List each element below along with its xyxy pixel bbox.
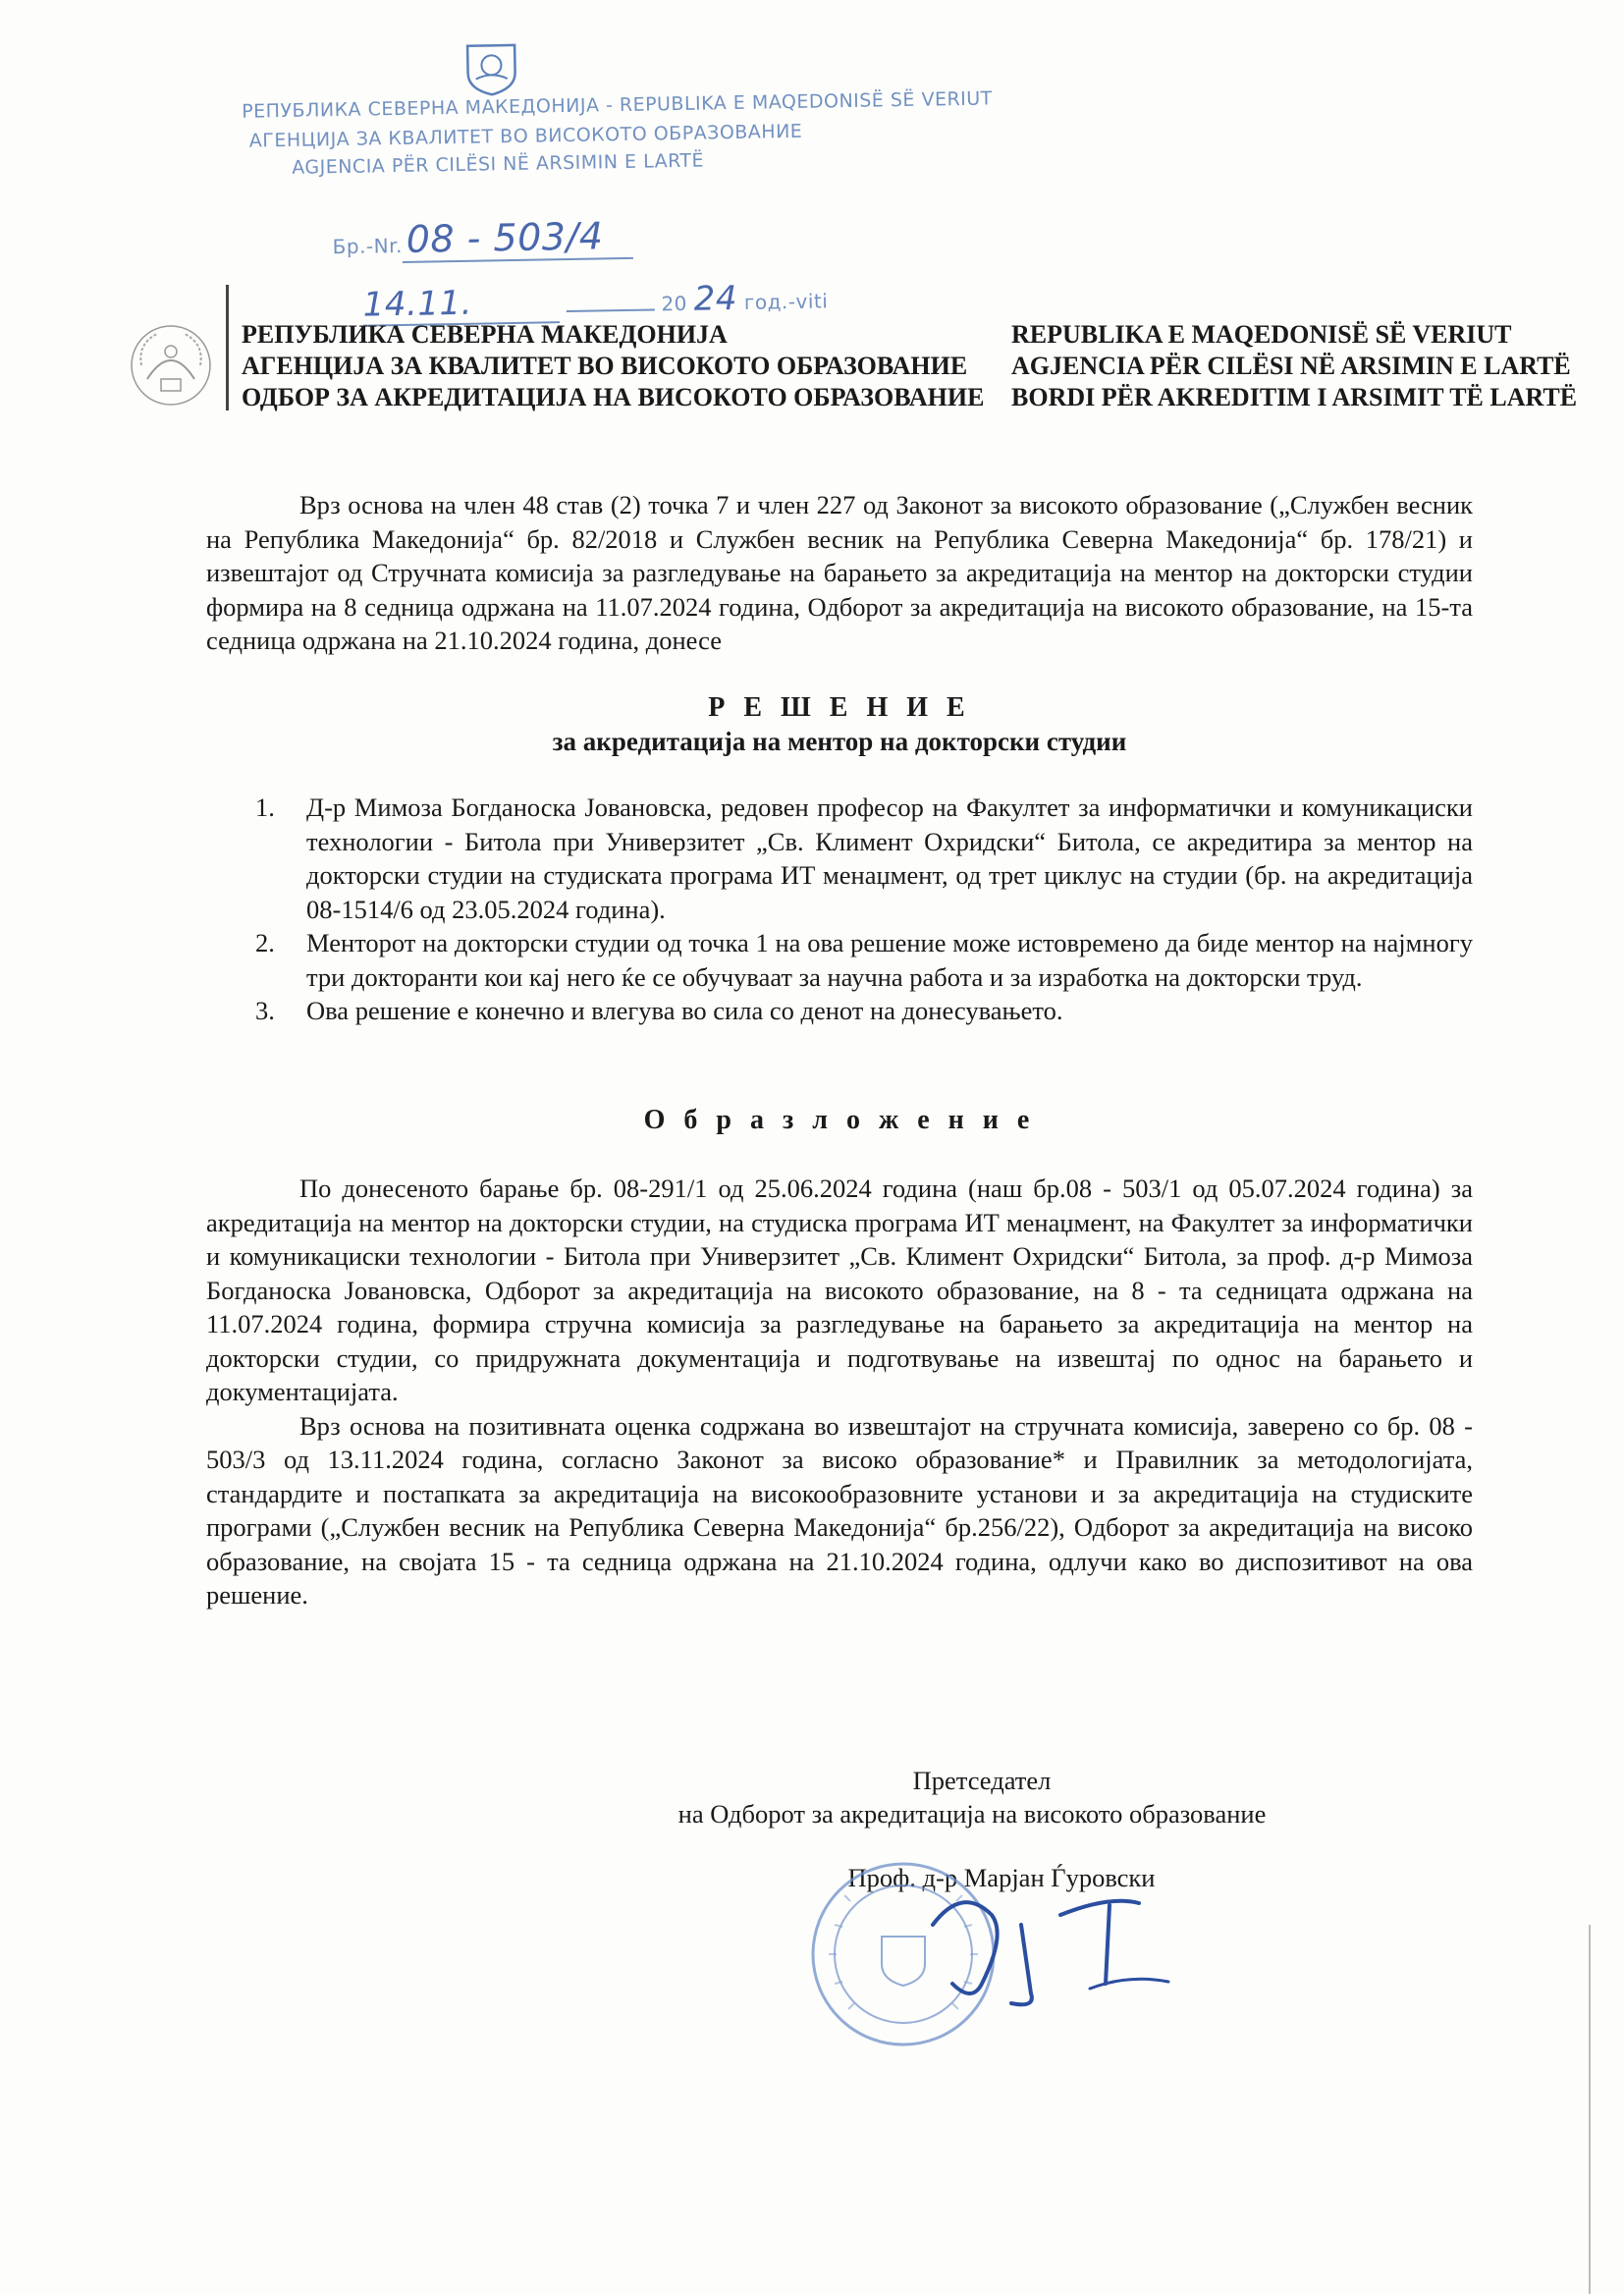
header-divider (226, 285, 229, 410)
signature-title: Претседател (912, 1766, 1052, 1795)
explanation-title: О б р а з л о ж е н и е (643, 1105, 1036, 1135)
state-emblem-icon (128, 322, 214, 409)
decision-title: Р Е Ш Е Н И Е (708, 692, 971, 723)
explanation-body (206, 1172, 1473, 1612)
stamp-date-value: 14.11. (362, 283, 473, 325)
intro-paragraph: Врз основа на член 48 став (2) точка 7 и член 227 од Законот за високото образование („Службен весник на Република Македонија“ бр. 82/2018 и Службен весник на Република Северна Македонија“ бр. 178/21) и извештајот од Стручната комисија за разгледување на барањето за акредитација на ментор на докторски студии формира на 8 седница одржана на 11.07.2024 година, Одборот за акредитација на високото образование, на 15-та седница одржана на 21.10.2024 година, донесе (206, 490, 1473, 655)
stamp-line-3: AGJENCIA PËR CILËSI NË ARSIMIN E LARTË (292, 149, 705, 179)
header-left (242, 319, 984, 413)
stamp-line-2: АГЕНЦИЈА ЗА КВАЛИТЕТ ВО ВИСОКОТО ОБРАЗОВАНИЕ (248, 120, 803, 152)
item-text: Д-р Мимоза Богданоска Јовановска, редовен професор на Факултет за информатички и комуникациски технологии - Битола при Универзитет „Св. Климент Охридски“ Битола, се акредитира за ментор на докторски студии на студиската програма ИТ менаџмент, од трет циклус на студии (бр. на акредитација 08-1514/6 од 23.05.2024 година). (306, 792, 1473, 924)
stamp-year-prefix: 20 (661, 291, 688, 316)
signature-name: Проф. д-р Марјан Ѓуровски (847, 1863, 1156, 1892)
list-item (255, 791, 1473, 926)
explanation-paragraph-2: Врз основа на позитивната оценка содржана во извештајот на стручната комисија, заверено со бр. 08 - 503/3 од 13.11.2024 година, согласно Законот за високо образование* и Правилник за методологијата, стандардите и постапката за акредитација на високообразовните установи и за акредитација на студиските програми („Службен весник на Република Северна Македонија“ бр.256/22), Одборот за акредитација на високо образование, на својата 15 - та седница одржана на 21.10.2024 година, одлучи како во диспозитивот на ова решение. (206, 1410, 1473, 1610)
registration-stamp (236, 34, 993, 325)
explanation-paragraph-1: По донесеното барање бр. 08-291/1 од 25.06.2024 година (наш бр.08 - 503/1 од 05.07.2024 година) за акредитација на ментор на докторски студии, на студиска програма ИТ менаџмент, на Факултет за информатички и комуникациски технологии - Битола при Универзитет „Св. Климент Охридски“ Битола, за проф. д-р Мимоза Богданоска Јовановска, Одборот за акредитација на високото образование, на 8 - та седницата одржана на 11.07.2024 година, формира стручна комисија за разгледување на барањето за акредитација на ментор на докторски студии, со придружната документација и подготвување на извештај по однос на барањето и документацијата. (206, 1174, 1473, 1406)
stamp-line-1: РЕПУБЛИКА СЕВЕРНА МАКЕДОНИЈА - REPUBLIKA E MAQEDONISË SË VERIUT (242, 87, 993, 123)
item-text: Ова решение е конечно и влегува во сила со денот на донесувањето. (306, 996, 1063, 1025)
header-right (1011, 319, 1577, 413)
stamp-number-value: 08 - 503/4 (402, 214, 633, 263)
list-item (255, 994, 1473, 1028)
header-right-line-1: REPUBLIKA E MAQEDONISË SË VERIUT (1011, 320, 1512, 349)
item-number: 3. (255, 996, 275, 1025)
coat-of-arms-icon (461, 39, 521, 97)
signature-body: на Одборот за акредитација на високото образование (677, 1799, 1267, 1829)
scan-edge (1589, 1925, 1591, 2294)
stamp-number (332, 214, 633, 262)
stamp-year-suffix: 24 (693, 279, 738, 319)
stamp-year-label: год.-viti (743, 289, 829, 314)
list-item (255, 926, 1473, 994)
header-left-line-2: АГЕНЦИЈА ЗА КВАЛИТЕТ ВО ВИСОКОТО ОБРАЗОВАНИЕ (242, 352, 968, 380)
stamp-number-label: Бр.-Nr. (332, 233, 404, 259)
item-number: 1. (255, 792, 275, 822)
header-right-line-2: AGJENCIA PËR CILËSI NË ARSIMIN E LARTË (1011, 352, 1571, 380)
decision-subtitle: за акредитација на ментор на докторски студии (552, 727, 1127, 756)
header-left-line-1: РЕПУБЛИКА СЕВЕРНА МАКЕДОНИЈА (242, 320, 728, 349)
handwritten-signature (913, 1866, 1237, 2013)
header-left-line-3: ОДБОР ЗА АКРЕДИТАЦИЈА НА ВИСОКОТО ОБРАЗОВАНИЕ (242, 383, 985, 411)
decision-items (255, 791, 1473, 1028)
header-right-line-3: BORDI PËR AKREDITIM I ARSIMIT TË LARTË (1011, 383, 1578, 411)
item-number: 2. (255, 928, 275, 957)
item-text: Менторот на докторски студии од точка 1 на ова решение може истовремено да биде ментор на најмногу три докторанти кои кај него ќе се обучуваат за научна работа и за изработка на докторски труд. (306, 928, 1473, 992)
